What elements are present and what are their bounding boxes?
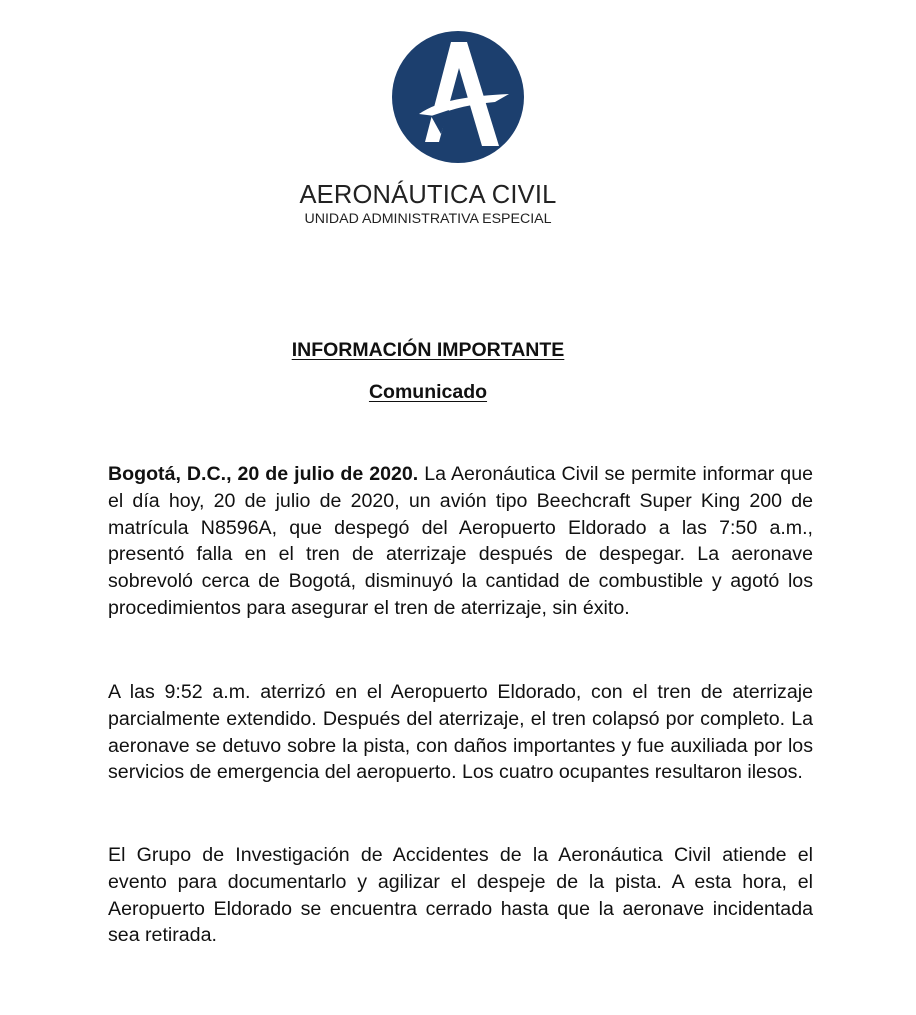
paragraph-1 [108,461,813,622]
paragraph-1-lead: Bogotá, D.C., 20 de julio de 2020. [108,463,419,485]
paragraph-1-body: La Aeronáutica Civil se permite informar que el día hoy, 20 de julio de 2020, un avión tipo Beechcraft Super King 200 de matrícula N8596A, que despegó del Aeropuerto Eldorado a las 7:50 a.m., presentó falla en el tren de aterrizaje después de despegar. La aeronave sobrevoló cerca de Bogotá, disminuyó la cantidad de combustible y agotó los procedimientos para asegurar el tren de aterrizaje, sin éxito. [108,463,813,619]
page-subtitle: Comunicado [368,381,488,403]
aerocivil-logo-icon [391,30,525,164]
logo [0,30,916,164]
org-name: AERONÁUTICA CIVIL [299,181,557,209]
org-subtitle: UNIDAD ADMINISTRATIVA ESPECIAL [304,211,552,227]
paragraph-3: El Grupo de Investigación de Accidentes de la Aeronáutica Civil atiende el evento para documentarlo y agilizar el despeje de la pista. A esta hora, el Aeropuerto Eldorado se encuentra cerrado hasta que la aeronave incidentada sea retirada. [108,844,813,947]
paragraph-2: A las 9:52 a.m. aterrizó en el Aeropuerto Eldorado, con el tren de aterrizaje parcialmente extendido. Después del aterrizaje, el tren colapsó por completo. La aeronave se detuvo sobre la pista, con daños importantes y fue auxiliada por los servicios de emergencia del aeropuerto. Los cuatro ocupantes resultaron ilesos. [108,681,813,784]
page-title: INFORMACIÓN IMPORTANTE [291,339,565,361]
